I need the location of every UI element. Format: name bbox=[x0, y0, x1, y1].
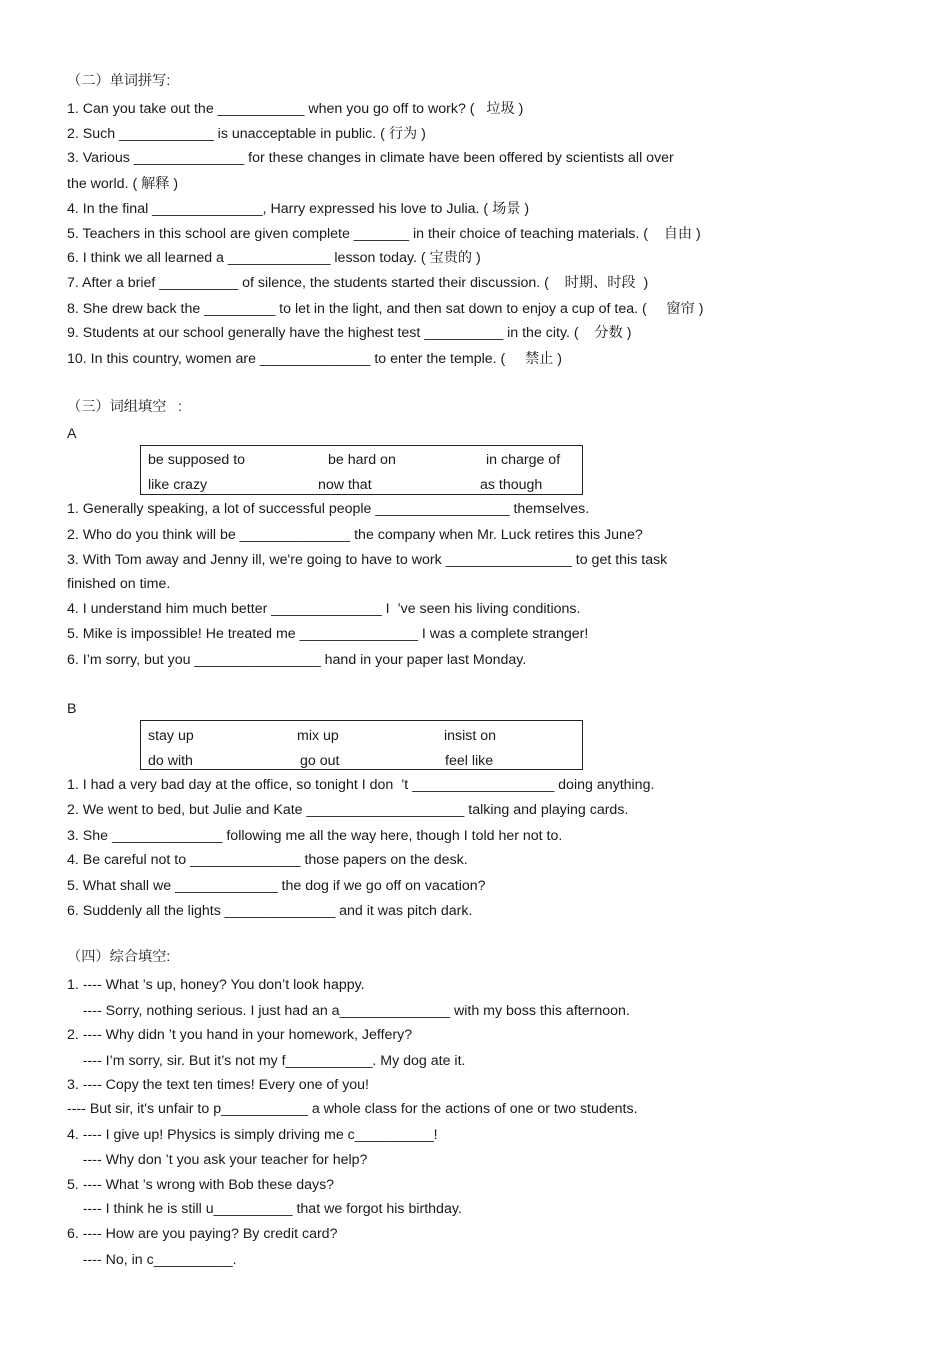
part-a-item: 1. Generally speaking, a lot of successful people _________________ themselves. bbox=[67, 501, 590, 517]
phrase-option: like crazy bbox=[148, 477, 208, 493]
section-4-item: 2. ---- Why didn ’t you hand in your homework, Jeffery? bbox=[67, 1027, 413, 1043]
phrase-option: do with bbox=[148, 753, 193, 769]
part-b-item: 6. Suddenly all the lights ______________ and it was pitch dark. bbox=[67, 903, 473, 919]
phrase-option: in charge of bbox=[486, 452, 561, 468]
part-a-item: 4. I understand him much better ______________ I ’ve seen his living conditions. bbox=[67, 601, 581, 617]
section-4-item: ---- Why don ’t you ask your teacher for help? bbox=[67, 1152, 368, 1168]
part-b-item: 3. She ______________ following me all the way here, though I told her not to. bbox=[67, 828, 563, 844]
section-4-item: 6. ---- How are you paying? By credit card? bbox=[67, 1226, 338, 1242]
part-b-item: 1. I had a very bad day at the office, so tonight I don ’t __________________ doing anything. bbox=[67, 777, 655, 793]
part-b-item: 2. We went to bed, but Julie and Kate ____________________ talking and playing cards. bbox=[67, 802, 629, 818]
section-4-item: ---- No, in c__________. bbox=[67, 1252, 237, 1268]
phrase-option: be supposed to bbox=[148, 452, 246, 468]
phrase-option: stay up bbox=[148, 728, 194, 744]
section-2-item: 10. In this country, women are ______________ to enter the temple. ( 禁止 ) bbox=[67, 351, 563, 367]
part-b-item: 4. Be careful not to ______________ those papers on the desk. bbox=[67, 852, 468, 868]
section-3-heading: （三）词组填空 : bbox=[67, 399, 183, 415]
part-a-item: 2. Who do you think will be ______________ the company when Mr. Luck retires this June? bbox=[67, 527, 643, 543]
phrase-option: as though bbox=[480, 477, 543, 493]
section-2-heading: （二）单词拼写: bbox=[67, 73, 171, 89]
section-2-item: 7. After a brief __________ of silence, the students started their discussion. ( 时期、时段 ) bbox=[67, 275, 649, 291]
section-4-item: 5. ---- What ’s wrong with Bob these days? bbox=[67, 1177, 335, 1193]
part-b-item: 5. What shall we _____________ the dog if we go off on vacation? bbox=[67, 878, 486, 894]
section-2-item: 9. Students at our school generally have the highest test __________ in the city. ( 分数 ) bbox=[67, 325, 632, 341]
section-4-item: ---- Sorry, nothing serious. I just had an a______________ with my boss this afternoon. bbox=[67, 1003, 630, 1019]
section-4-heading: （四）综合填空: bbox=[67, 949, 171, 965]
section-4-item: ---- I’m sorry, sir. But it’s not my f___________. My dog ate it. bbox=[67, 1053, 466, 1069]
section-4-item: 4. ---- I give up! Physics is simply driving me c__________! bbox=[67, 1127, 438, 1143]
phrase-option: go out bbox=[300, 753, 340, 769]
phrase-option: feel like bbox=[445, 753, 494, 769]
section-2-item: 8. She drew back the _________ to let in the light, and then sat down to enjoy a cup of tea. ( 窗帘 ) bbox=[67, 301, 704, 317]
section-4-item: 3. ---- Copy the text ten times! Every one of you! bbox=[67, 1077, 370, 1093]
phrase-option: mix up bbox=[297, 728, 339, 744]
part-a-item: finished on time. bbox=[67, 576, 171, 592]
section-2-item: the world. ( 解释 ) bbox=[67, 176, 179, 192]
part-b-label: B bbox=[67, 701, 77, 717]
phrase-box-a bbox=[140, 445, 583, 495]
section-4-item: ---- But sir, it's unfair to p___________ a whole class for the actions of one or two students. bbox=[67, 1101, 638, 1117]
section-2-item: 2. Such ____________ is unacceptable in public. ( 行为 ) bbox=[67, 126, 426, 142]
section-2-item: 6. I think we all learned a _____________ lesson today. ( 宝贵的 ) bbox=[67, 250, 481, 266]
phrase-option: now that bbox=[318, 477, 372, 493]
phrase-option: be hard on bbox=[328, 452, 396, 468]
section-2-item: 4. In the final ______________, Harry expressed his love to Julia. ( 场景 ) bbox=[67, 201, 530, 217]
section-2-item: 3. Various ______________ for these changes in climate have been offered by scientists all over bbox=[67, 150, 674, 166]
phrase-box-b bbox=[140, 720, 583, 770]
part-a-item: 6. I’m sorry, but you ________________ hand in your paper last Monday. bbox=[67, 652, 527, 668]
section-2-item: 1. Can you take out the ___________ when you go off to work? ( 垃圾 ) bbox=[67, 101, 524, 117]
phrase-option: insist on bbox=[444, 728, 497, 744]
part-a-label: A bbox=[67, 426, 77, 442]
section-4-item: ---- I think he is still u__________ that we forgot his birthday. bbox=[67, 1201, 462, 1217]
section-4-item: 1. ---- What ’s up, honey? You don’t look happy. bbox=[67, 977, 365, 993]
part-a-item: 5. Mike is impossible! He treated me _______________ I was a complete stranger! bbox=[67, 626, 589, 642]
section-2-item: 5. Teachers in this school are given complete _______ in their choice of teaching materials. ( 自由 ) bbox=[67, 226, 701, 242]
part-a-item: 3. With Tom away and Jenny ill, we're going to have to work ________________ to get this task bbox=[67, 552, 668, 568]
